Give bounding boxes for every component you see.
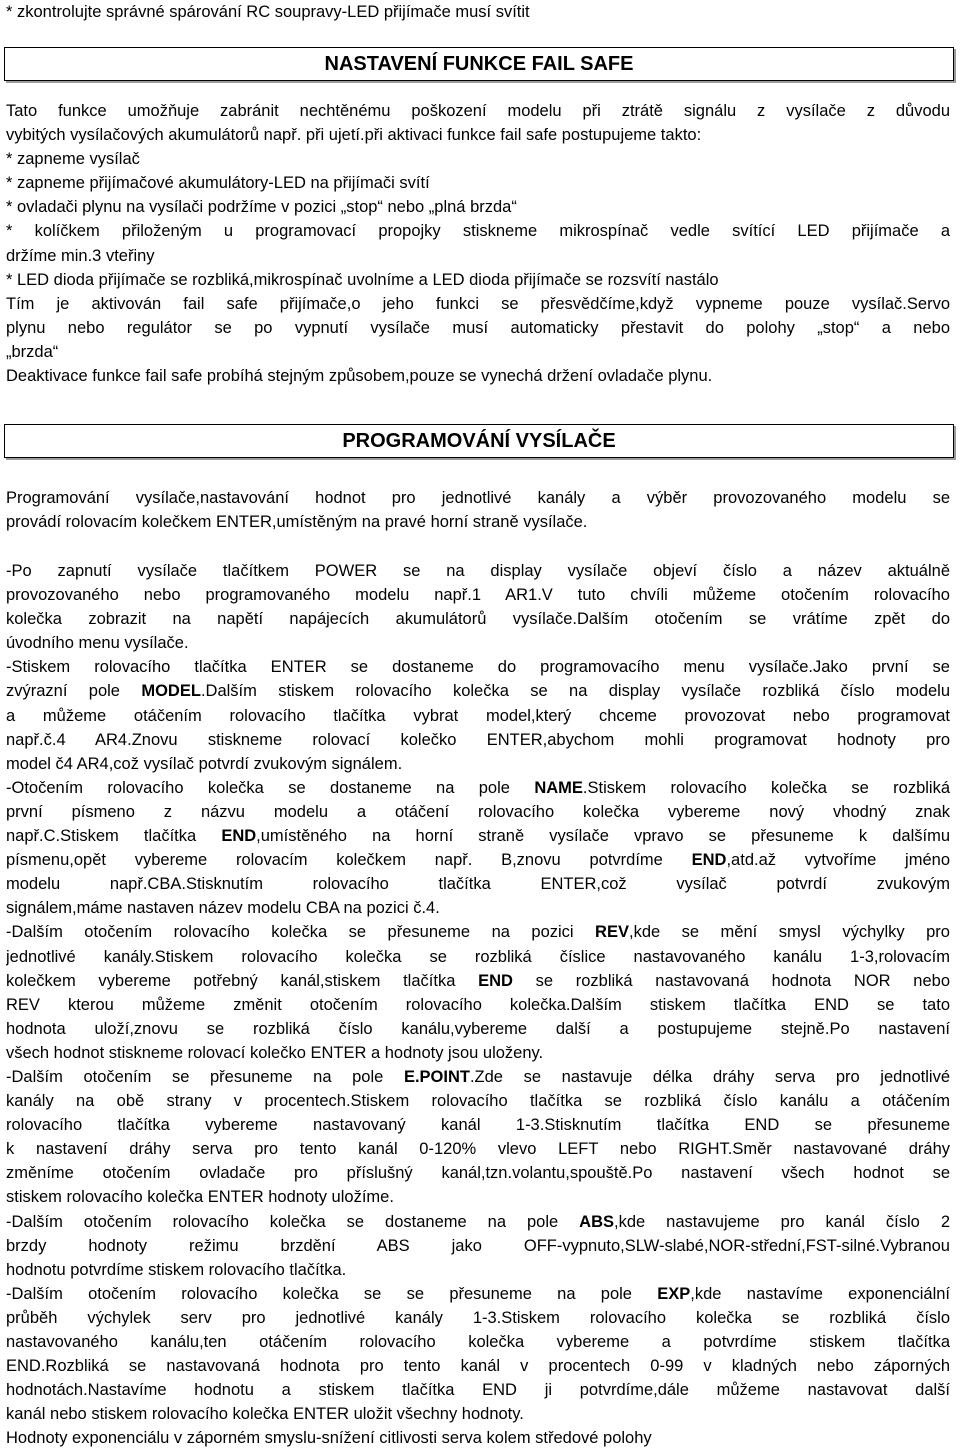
text-run: nastavovaného kanálu,ten otáčením rolovacího kolečka vybereme a potvrdíme stiskem tlačítka <box>6 1333 950 1351</box>
text-run: hodnota uloží,znovu se rozbliká číslo kanálu,vybereme další a postupujeme stejně.Po nastavení <box>6 1019 950 1038</box>
text-line <box>6 583 950 607</box>
text-run: END.Rozbliká se nastavovaná hodnota pro tento kanál v procentech 0-99 v kladných nebo záporných <box>6 1357 950 1376</box>
text-run: ,kde se mění smysl výchylky pro <box>628 923 950 942</box>
section-heading-programming <box>4 424 954 458</box>
text-line <box>6 1354 950 1378</box>
text-run: -Otočením rolovacího kolečka se dostaneme na pole <box>6 778 535 797</box>
bold-term: EXP <box>657 1284 691 1303</box>
bold-term: NAME <box>534 778 583 797</box>
text-run: stiskem rolovacího kolečka ENTER hodnoty uložíme. <box>6 1188 394 1207</box>
text-run: kolečka zobrazit na napětí napájecích akumulátorů vysílače.Dalším otočením se vrátíme zpět do <box>6 610 950 629</box>
text-run: kolečkem vybereme potřebný kanál,stiskem tlačítka <box>6 971 479 990</box>
text-run: kanál nebo stiskem rolovacího kolečka ENTER uložit všechny hodnoty. <box>6 1405 524 1424</box>
bold-term: ABS <box>579 1212 614 1231</box>
text-run: model č4 AR4,což vysílač potvrdí zvukovým signálem. <box>6 754 403 773</box>
text-line <box>6 1210 950 1234</box>
text-line: držíme min.3 vteřiny <box>6 246 155 265</box>
text-run: signálem,máme nastaven název modelu CBA na pozici č.4. <box>6 899 440 918</box>
text-line <box>6 776 950 800</box>
text-run: ,kde nastavujeme pro kanál číslo 2 <box>614 1212 950 1231</box>
text-line <box>6 1017 950 1041</box>
text-run: ,atd.až vytvoříme jméno <box>726 851 950 870</box>
text-run: úvodního menu vysílače. <box>6 634 189 653</box>
text-line <box>6 1065 950 1089</box>
text-line: Tato funkce umožňuje zabránit nechtěnému poškození modelu při ztrátě signálu z vysílače z důvodu <box>6 102 950 120</box>
text-line <box>6 993 950 1017</box>
text-line <box>6 1378 950 1402</box>
text-run: kanály na obě strany v procentech.Stiskem rolovacího tlačítka se rozbliká číslo kanálu a otáčením <box>6 1092 950 1111</box>
text-line: „brzda“ <box>6 342 59 361</box>
text-line <box>6 1137 950 1161</box>
text-line <box>6 655 950 679</box>
text-line: Deaktivace funkce fail safe probíhá stejným způsobem,pouze se vynechá držení ovladače plynu. <box>6 367 713 386</box>
text-run: první písmeno z názvu modelu a otáčení rolovacího kolečka vybereme nový vhodný znak <box>6 802 950 821</box>
programming-intro <box>6 486 950 534</box>
text-run: ,umístěného na horní straně vysílače vpravo se přesuneme k dalšímu <box>256 827 950 846</box>
text-run: -Po zapnutí vysílače tlačítkem POWER se na display vysílače objeví číslo a název aktuálně <box>6 562 950 580</box>
text-line <box>6 631 950 655</box>
programming-body <box>6 559 950 1450</box>
section-heading-fail-safe <box>4 47 954 81</box>
text-line <box>6 559 950 583</box>
text-run: modelu např.CBA.Stisknutím rolovacího tlačítka ENTER,což vysílač potvrdí zvukovým <box>6 875 950 894</box>
text-line: * zapneme přijímačové akumulátory-LED na přijímači svítí <box>6 174 430 193</box>
text-line <box>6 679 950 703</box>
text-run: a můžeme otáčením rolovacího tlačítka vybrat model,který chceme provozovat nebo programovat <box>6 706 950 725</box>
text-line: Tím je aktivován fail safe přijímače,o jeho funkci se přesvědčíme,když vypneme pouze vysílač.Servo <box>6 294 950 313</box>
bold-term: REV <box>595 923 629 942</box>
text-line: * zapneme vysílač <box>6 150 140 169</box>
text-run: jednotlivé kanály.Stiskem rolovacího kolečka se rozbliká číslice nastavovaného kanálu 1-3,rolovacím <box>6 947 950 966</box>
text-run: REV kterou můžeme změnit otočením rolovacího kolečka.Dalším stiskem tlačítka END se tato <box>6 995 950 1014</box>
text-line <box>6 1402 950 1426</box>
text-run: brzdy hodnoty režimu brzdění ABS jako OFF-vypnuto,SLW-slabé,NOR-střední,FST-silné.Vybranou <box>6 1236 950 1255</box>
text-line <box>6 1306 950 1330</box>
text-line <box>6 1041 950 1065</box>
text-line <box>6 872 950 896</box>
text-line <box>6 1282 950 1306</box>
text-run: Hodnoty exponenciálu v záporném smyslu-snížení citlivosti serva kolem středové polohy <box>6 1429 652 1448</box>
text-run: -Dalším otočením se přesuneme na pole <box>6 1067 404 1086</box>
text-run: zvýrazní pole <box>6 682 142 701</box>
text-line <box>6 1089 950 1113</box>
bold-term: MODEL <box>141 682 201 701</box>
bold-term: END <box>691 851 727 870</box>
text-line <box>6 969 950 993</box>
text-line <box>6 1234 950 1258</box>
bold-term: END <box>221 827 257 846</box>
intro-line: * zkontrolujte správné spárování RC soupravy-LED přijímače musí svítit <box>6 3 530 21</box>
text-run: např.C.Stiskem tlačítka <box>6 827 222 846</box>
text-run: hodnotách.Nastavíme hodnotu a stiskem tlačítka END ji potvrdíme,dále můžeme nastavovat další <box>6 1381 950 1400</box>
text-line <box>6 704 950 728</box>
text-run: rolovacího tlačítka vybereme nastavovaný kanál 1-3.Stisknutím tlačítka END se přesuneme <box>6 1116 950 1135</box>
text-run: .Stiskem rolovacího kolečka se rozbliká <box>582 778 950 797</box>
text-run: všech hodnot stiskneme rolovací kolečko ENTER a hodnoty jsou uloženy. <box>6 1043 544 1062</box>
text-line <box>6 848 950 872</box>
bold-term: END <box>478 971 513 990</box>
text-run: hodnotu potvrdíme stiskem rolovacího tlačítka. <box>6 1260 347 1279</box>
text-line: vybitých vysílačových akumulátorů např. při ujetí.při aktivaci funkce fail safe postupujeme takto: <box>6 126 702 145</box>
section-heading-text: NASTAVENÍ FUNKCE FAIL SAFE <box>324 52 634 75</box>
text-run: průběh výchylek serv pro jednotlivé kanály 1-3.Stiskem rolovacího kolečka se rozbliká číslo <box>6 1308 950 1327</box>
text-line: Programování vysílače,nastavování hodnot pro jednotlivé kanály a výběr provozovaného modelu se <box>6 489 950 507</box>
text-line <box>6 824 950 848</box>
text-run: změníme otočením ovladače pro příslušný kanál,tzn.volantu,spouště.Po nastavení všech hodnot se <box>6 1164 950 1183</box>
text-run: -Dalším otočením rolovacího kolečka se dostaneme na pole <box>6 1212 580 1231</box>
section-heading-text: PROGRAMOVÁNÍ VYSÍLAČE <box>342 429 616 452</box>
text-run: např.č.4 AR4.Znovu stiskneme rolovací kolečko ENTER,abychom mohli programovat hodnoty pro <box>6 730 950 749</box>
text-run: .Zde se nastavuje délka dráhy serva pro jednotlivé <box>469 1067 950 1086</box>
text-line: * ovladači plynu na vysílači podržíme v pozici „stop“ nebo „plná brzda“ <box>6 198 517 217</box>
text-run: k nastavení dráhy serva pro tento kanál 0-120% vlevo LEFT nebo RIGHT.Směr nastavované dráhy <box>6 1140 950 1159</box>
text-line <box>6 1185 950 1209</box>
text-run: .Dalším stiskem rolovacího kolečka se na display vysílače rozbliká číslo modelu <box>200 682 950 701</box>
text-line <box>6 607 950 631</box>
text-line <box>6 1113 950 1137</box>
text-line <box>6 1258 950 1282</box>
text-line <box>6 728 950 752</box>
text-line: * kolíčkem přiloženým u programovací propojky stiskneme mikrospínač vedle svítící LED přijímače a <box>6 222 950 241</box>
text-run: -Dalším otočením rolovacího kolečka se přesuneme na pozici <box>6 923 596 942</box>
text-run: -Dalším otočením rolovacího kolečka se se přesuneme na pole <box>6 1284 658 1303</box>
text-line <box>6 800 950 824</box>
text-line <box>6 752 950 776</box>
text-line <box>6 945 950 969</box>
text-run: provozovaného nebo programovaného modelu např.1 AR1.V tuto chvíli můžeme otočením rolovacího <box>6 586 950 605</box>
text-line <box>6 896 950 920</box>
text-line <box>6 920 950 944</box>
fail-safe-body <box>6 99 950 388</box>
bold-term: E.POINT <box>403 1067 470 1086</box>
text-line <box>6 1330 950 1354</box>
text-run: -Stiskem rolovacího tlačítka ENTER se dostaneme do programovacího menu vysílače.Jako první se <box>6 658 950 677</box>
text-line <box>6 1426 950 1450</box>
text-line <box>6 1161 950 1185</box>
text-run: písmenu,opět vybereme rolovacím kolečkem např. B,znovu potvrdíme <box>6 851 692 870</box>
text-run: ,kde nastavíme exponenciální <box>690 1284 950 1303</box>
text-run: se rozbliká nastavovaná hodnota NOR nebo <box>512 971 950 990</box>
text-line: plynu nebo regulátor se po vypnutí vysílače musí automaticky přestavit do polohy „stop“ a nebo <box>6 318 950 337</box>
text-line: * LED dioda přijímače se rozbliká,mikrospínač uvolníme a LED dioda přijímače se rozsvítí nastálo <box>6 270 719 289</box>
text-line: provádí rolovacím kolečkem ENTER,umístěným na pravé horní straně vysílače. <box>6 513 588 532</box>
